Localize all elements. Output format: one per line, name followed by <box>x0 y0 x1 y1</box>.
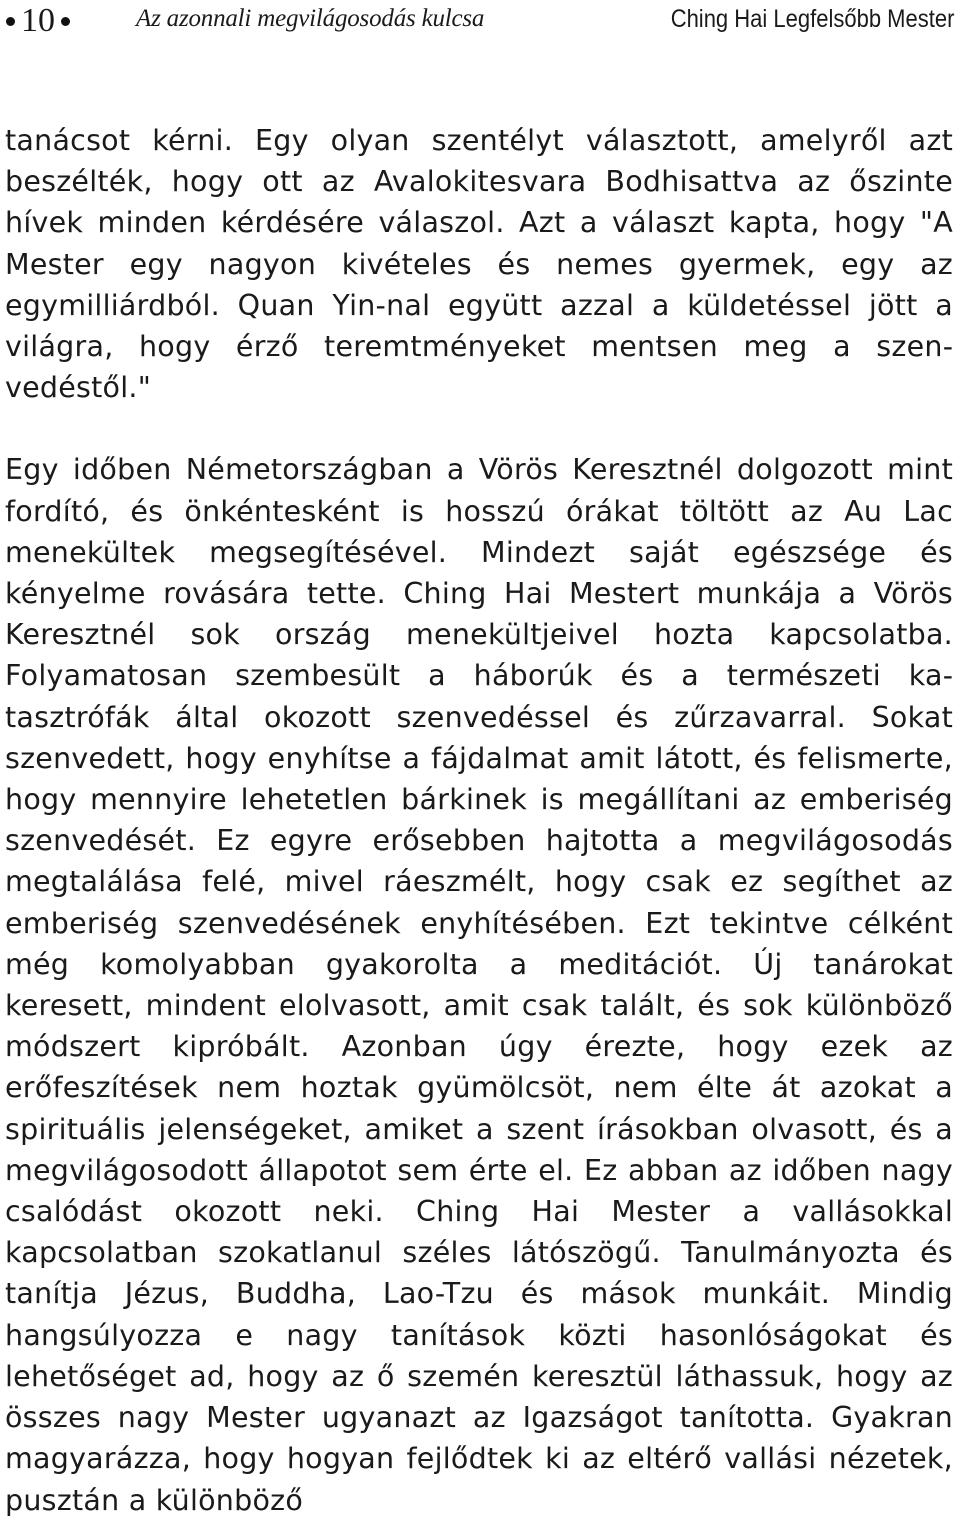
body-text <box>5 120 953 1521</box>
paragraph-1: tanácsot kérni. Egy olyan szentélyt választott, amelyről azt beszélték, hogy ott az Avalokitesvara Bodhisattva az őszinte hívek minden kérdésére válaszol. Azt a választ kapta, hogy "A Mester egy nagyon kivételes és nemes gyermek, egy az egymilliárdból. Quan Yin-nal együtt azzal a küldetéssel jött a világra, hogy érző teremtményeket mentsen meg a szenvedéstől." <box>5 124 953 405</box>
page-number-group <box>6 2 70 40</box>
author-name: Ching Hai Legfelsőbb Mester <box>670 5 954 33</box>
book-title: Az azonnali megvilágosodás kulcsa <box>136 5 485 32</box>
running-header <box>0 0 960 44</box>
paragraph-2: Egy időben Németországban a Vörös Keresztnél dolgozott mint fordító, és önkéntesként is hosszú órákat töltött az Au Lac menekültek megsegítésével. Mindezt saját egészsége és kényelme rovására tette. Ching Hai Mestert munkája a Vörös Keresztnél sok ország menekültjeivel hozta kapcsolatba. Folyamatosan szembesült a háborúk és a természeti katasztrófák által okozott szenvedéssel és zűrzavarral. Sokat szenvedett, hogy enyhítse a fájdalmat amit látott, és felismerte, hogy mennyire lehetetlen bárkinek is megállítani az emberiség szenvedését. Ez egyre erősebben hajtotta a megvilágosodás megtalálása felé, mivel ráeszmélt, hogy csak ez segíthet az emberiség szenvedésének enyhítésében. Ezt tekintve célként még komolyabban gyakorolta a meditációt. Új tanárokat keresett, mindent elolvasott, amit csak talált, és sok különböző módszert kipróbált. Azonban úgy érezte, hogy ezek az erőfeszítések nem hoztak gyümölcsöt, nem élte át azokat a spirituális jelenségeket, amiket a szent írásokban olvasott, és a megvilágosodott állapotot sem érte el. Ez abban az időben nagy csalódást okozott neki. Ching Hai Mester a vallásokkal kapcsolatban szokatlanul széles látószögű. Tanulmányozta és tanítja Jézus, Buddha, Lao-Tzu és mások munkáit. Mindig hangsúlyozza e nagy tanítások közti hasonlóságokat és lehetőséget ad, hogy az ő szemén keresztül láthassuk, hogy az összes nagy Mester ugyanazt az Igazságot tanította. Gyakran magyarázza, hogy hogyan fejlődtek ki az eltérő vallási nézetek, pusztán a különböző <box>5 453 953 1517</box>
page-number: 10 <box>21 2 55 39</box>
bullet-right-icon <box>61 17 70 26</box>
bullet-left-icon <box>6 17 15 26</box>
